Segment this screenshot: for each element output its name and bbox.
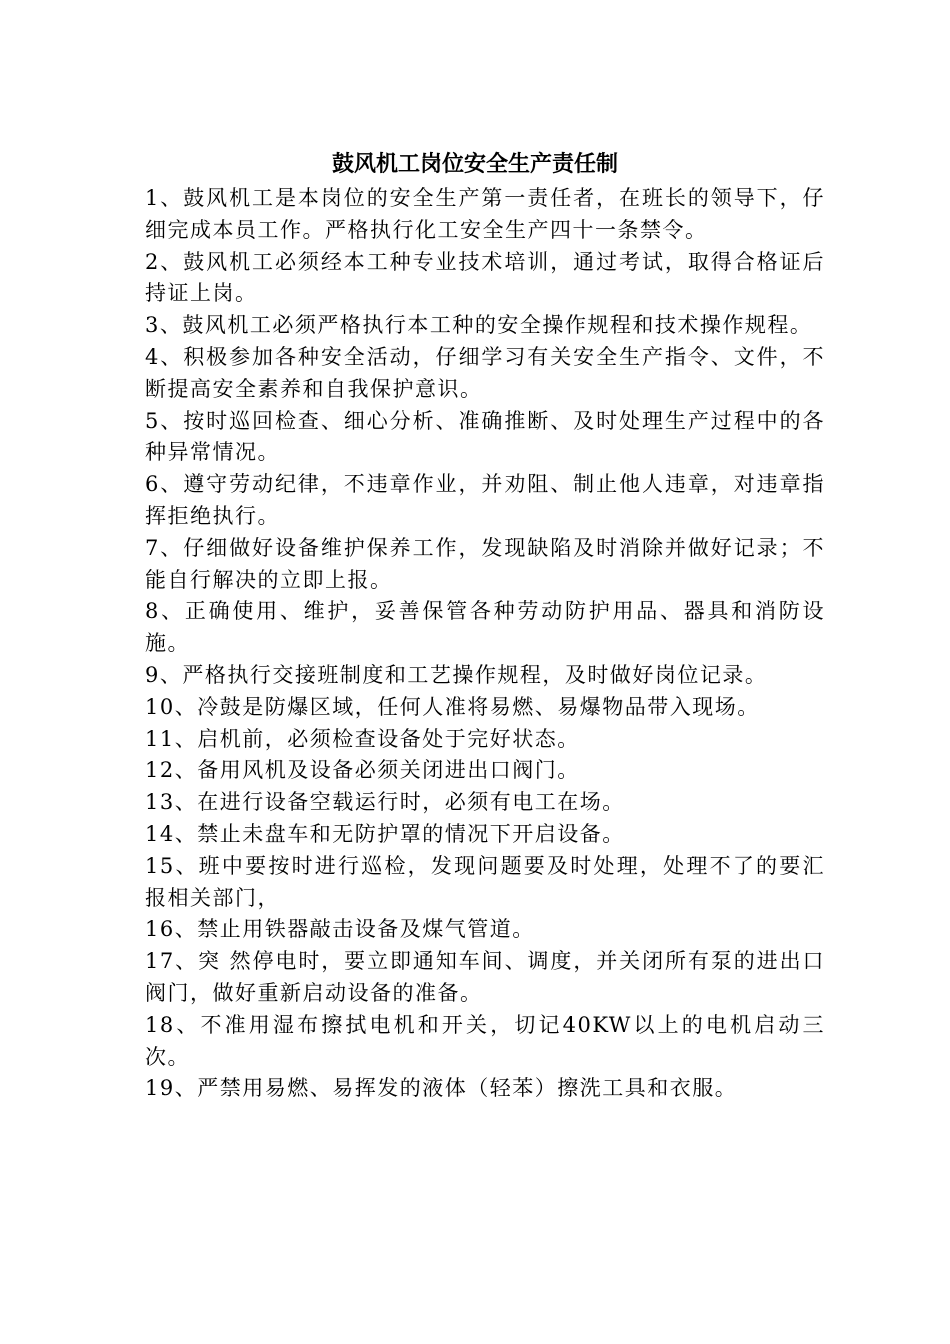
clause-18: 18、不准用湿布擦拭电机和开关，切记40KW以上的电机启动三次。 — [145, 1012, 825, 1069]
clause-9: 9、严格执行交接班制度和工艺操作规程，及时做好岗位记录。 — [145, 662, 768, 687]
clause-5: 5、按时巡回检查、细心分析、准确推断、及时处理生产过程中的各种异常情况。 — [145, 408, 825, 465]
clause-10: 10、冷鼓是防爆区域，任何人准将易燃、易爆物品带入现场。 — [145, 694, 760, 719]
clause-13: 13、在进行设备空载运行时，必须有电工在场。 — [145, 790, 625, 815]
clause-1: 1、鼓风机工是本岗位的安全生产第一责任者，在班长的领导下，仔细完成本员工作。严格执行化工安全生产四十一条禁令。 — [145, 186, 825, 242]
clause-19: 19、严禁用易燃、易挥发的液体（轻苯）擦洗工具和衣服。 — [145, 1076, 738, 1101]
document-body — [145, 183, 825, 1105]
clause-3: 3、鼓风机工必须严格执行本工种的安全操作规程和技术操作规程。 — [145, 313, 813, 338]
clause-7: 7、仔细做好设备维护保养工作，发现缺陷及时消除并做好记录；不能自行解决的立即上报。 — [145, 535, 825, 592]
clause-17: 17、突 然停电时，要立即通知车间、调度，并关闭所有泵的进出口阀门，做好重新启动设备的准备。 — [145, 949, 825, 1005]
document-title: 鼓风机工岗位安全生产责任制 — [331, 151, 618, 177]
clause-4: 4、积极参加各种安全活动，仔细学习有关安全生产指令、文件，不断提高安全素养和自我保护意识。 — [145, 344, 825, 401]
clause-6: 6、遵守劳动纪律，不违章作业，并劝阻、制止他人违章，对违章指挥拒绝执行。 — [145, 472, 825, 528]
clause-15: 15、班中要按时进行巡检，发现问题要及时处理，处理不了的要汇报相关部门， — [145, 853, 825, 910]
clause-11: 11、启机前，必须检查设备处于完好状态。 — [145, 726, 580, 751]
clause-8: 8、正确使用、维护，妥善保管各种劳动防护用品、器具和消防设施。 — [145, 599, 825, 656]
clause-14: 14、禁止未盘车和无防护罩的情况下开启设备。 — [145, 821, 625, 846]
clause-2: 2、鼓风机工必须经本工种专业技术培训，通过考试，取得合格证后持证上岗。 — [145, 249, 825, 306]
clause-12: 12、备用风机及设备必须关闭进出口阀门。 — [145, 758, 580, 783]
clause-16: 16、禁止用铁器敲击设备及煤气管道。 — [145, 917, 535, 942]
